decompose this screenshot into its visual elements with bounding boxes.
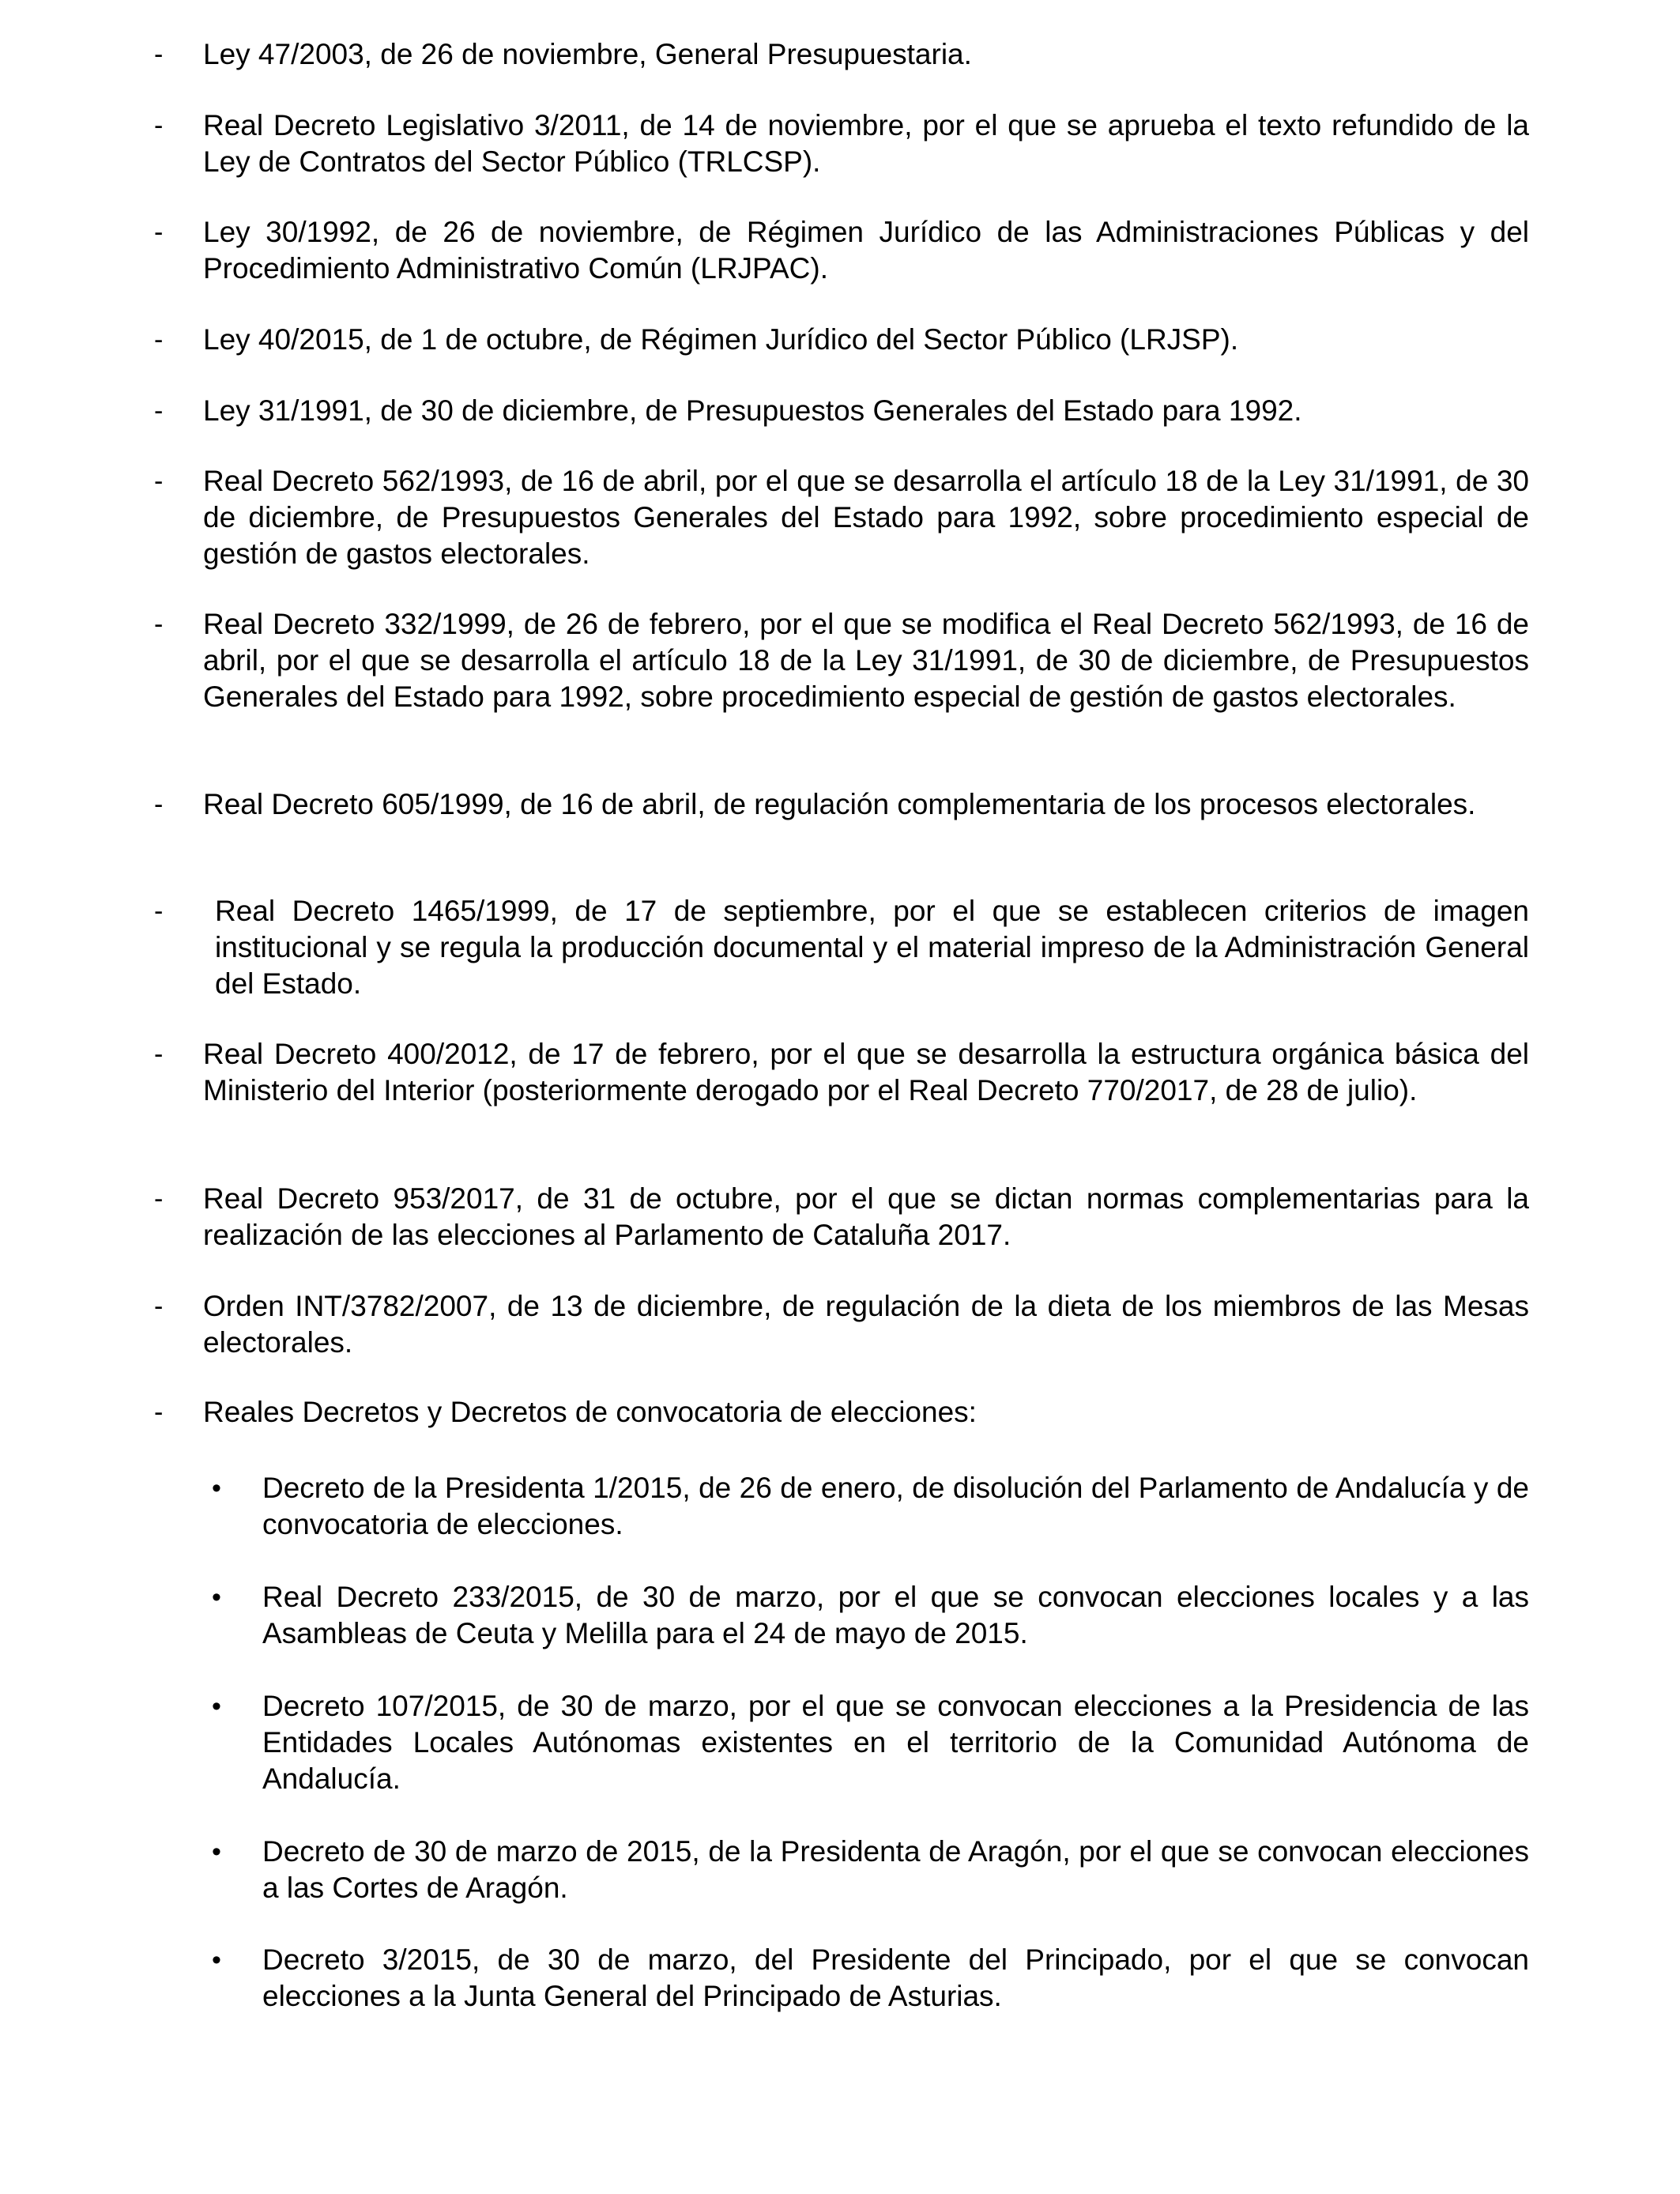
list-marker: - (154, 466, 164, 496)
list-marker: - (154, 1291, 164, 1321)
bullet-marker: • (212, 1691, 221, 1721)
bullet-marker: • (212, 1473, 221, 1503)
list-marker: - (154, 217, 164, 247)
list-item-text: Ley 47/2003, de 26 de noviembre, General Presupuestaria. (203, 38, 972, 70)
list-item-text: Orden INT/3782/2007, de 13 de diciembre, de regulación de la dieta de los miembros de las Mesas electorales. (203, 1290, 1529, 1359)
list-item-text: Real Decreto 953/2017, de 31 de octubre, por el que se dictan normas complementarias para la realización de las elecciones al Parlamento de Cataluña 2017. (203, 1182, 1529, 1251)
list-item-text: Real Decreto Legislativo 3/2011, de 14 de noviembre, por el que se aprueba el texto refundido de la Ley de Contratos del Sector Público (TRLCSP). (203, 109, 1529, 178)
list-item-text: Real Decreto 400/2012, de 17 de febrero, por el que se desarrolla la estructura orgánica básica del Ministerio del Interior (posteriormente derogado por el Real Decreto 770/2017, de 28 de julio). (203, 1038, 1529, 1106)
list-marker: - (154, 1184, 164, 1214)
bullet-marker: • (212, 1945, 221, 1975)
list-marker: - (154, 790, 164, 820)
sub-list-item-text: Real Decreto 233/2015, de 30 de marzo, por el que se convocan elecciones locales y a las Asambleas de Ceuta y Melilla para el 24 de mayo de 2015. (262, 1581, 1529, 1649)
list-item-text: Real Decreto 1465/1999, de 17 de septiembre, por el que se establecen criterios de imagen institucional y se regula la producción documental y el material impreso de la Administración General del Estado. (215, 895, 1529, 1000)
list-marker: - (154, 896, 164, 926)
sub-list-item-text: Decreto 3/2015, de 30 de marzo, del Presidente del Principado, por el que se convocan elecciones a la Junta General del Principado de Asturias. (262, 1943, 1529, 2012)
list-item-text: Ley 30/1992, de 26 de noviembre, de Régimen Jurídico de las Administraciones Públicas y del Procedimiento Administrativo Común (LRJPAC). (203, 216, 1529, 285)
list-item-text: Reales Decretos y Decretos de convocatoria de elecciones: (203, 1396, 977, 1428)
sub-list-item-text: Decreto 107/2015, de 30 de marzo, por el que se convocan elecciones a la Presidencia de las Entidades Locales Autónomas existentes en el territorio de la Comunidad Autónoma de Andalucía. (262, 1690, 1529, 1795)
list-marker: - (154, 325, 164, 355)
list-marker: - (154, 609, 164, 639)
list-item-text: Real Decreto 605/1999, de 16 de abril, de regulación complementaria de los procesos electorales. (203, 788, 1476, 820)
list-marker: - (154, 40, 164, 70)
list-item-text: Ley 31/1991, de 30 de diciembre, de Presupuestos Generales del Estado para 1992. (203, 394, 1302, 427)
list-marker: - (154, 396, 164, 426)
list-marker: - (154, 1039, 164, 1069)
sub-list-item-text: Decreto de la Presidenta 1/2015, de 26 de enero, de disolución del Parlamento de Andalucía y de convocatoria de elecciones. (262, 1472, 1529, 1540)
list-marker: - (154, 111, 164, 141)
bullet-marker: • (212, 1582, 221, 1612)
list-item-text: Ley 40/2015, de 1 de octubre, de Régimen Jurídico del Sector Público (LRJSP). (203, 323, 1239, 356)
list-item-text: Real Decreto 332/1999, de 26 de febrero, por el que se modifica el Real Decreto 562/1993, de 16 de abril, por el que se desarrolla el artículo 18 de la Ley 31/1991, de 30 de diciembre, de Presupuestos Generales del Estado para 1992, sobre procedimiento especial de gestión de gastos electorales. (203, 608, 1529, 713)
list-marker: - (154, 1397, 164, 1427)
list-item-text: Real Decreto 562/1993, de 16 de abril, por el que se desarrolla el artículo 18 de la Ley 31/1991, de 30 de diciembre, de Presupuestos Generales del Estado para 1992, sobre procedimiento especial de gestión de gastos electorales. (203, 465, 1529, 570)
sub-list-item-text: Decreto de 30 de marzo de 2015, de la Presidenta de Aragón, por el que se convocan elecciones a las Cortes de Aragón. (262, 1835, 1529, 1904)
bullet-marker: • (212, 1837, 221, 1867)
